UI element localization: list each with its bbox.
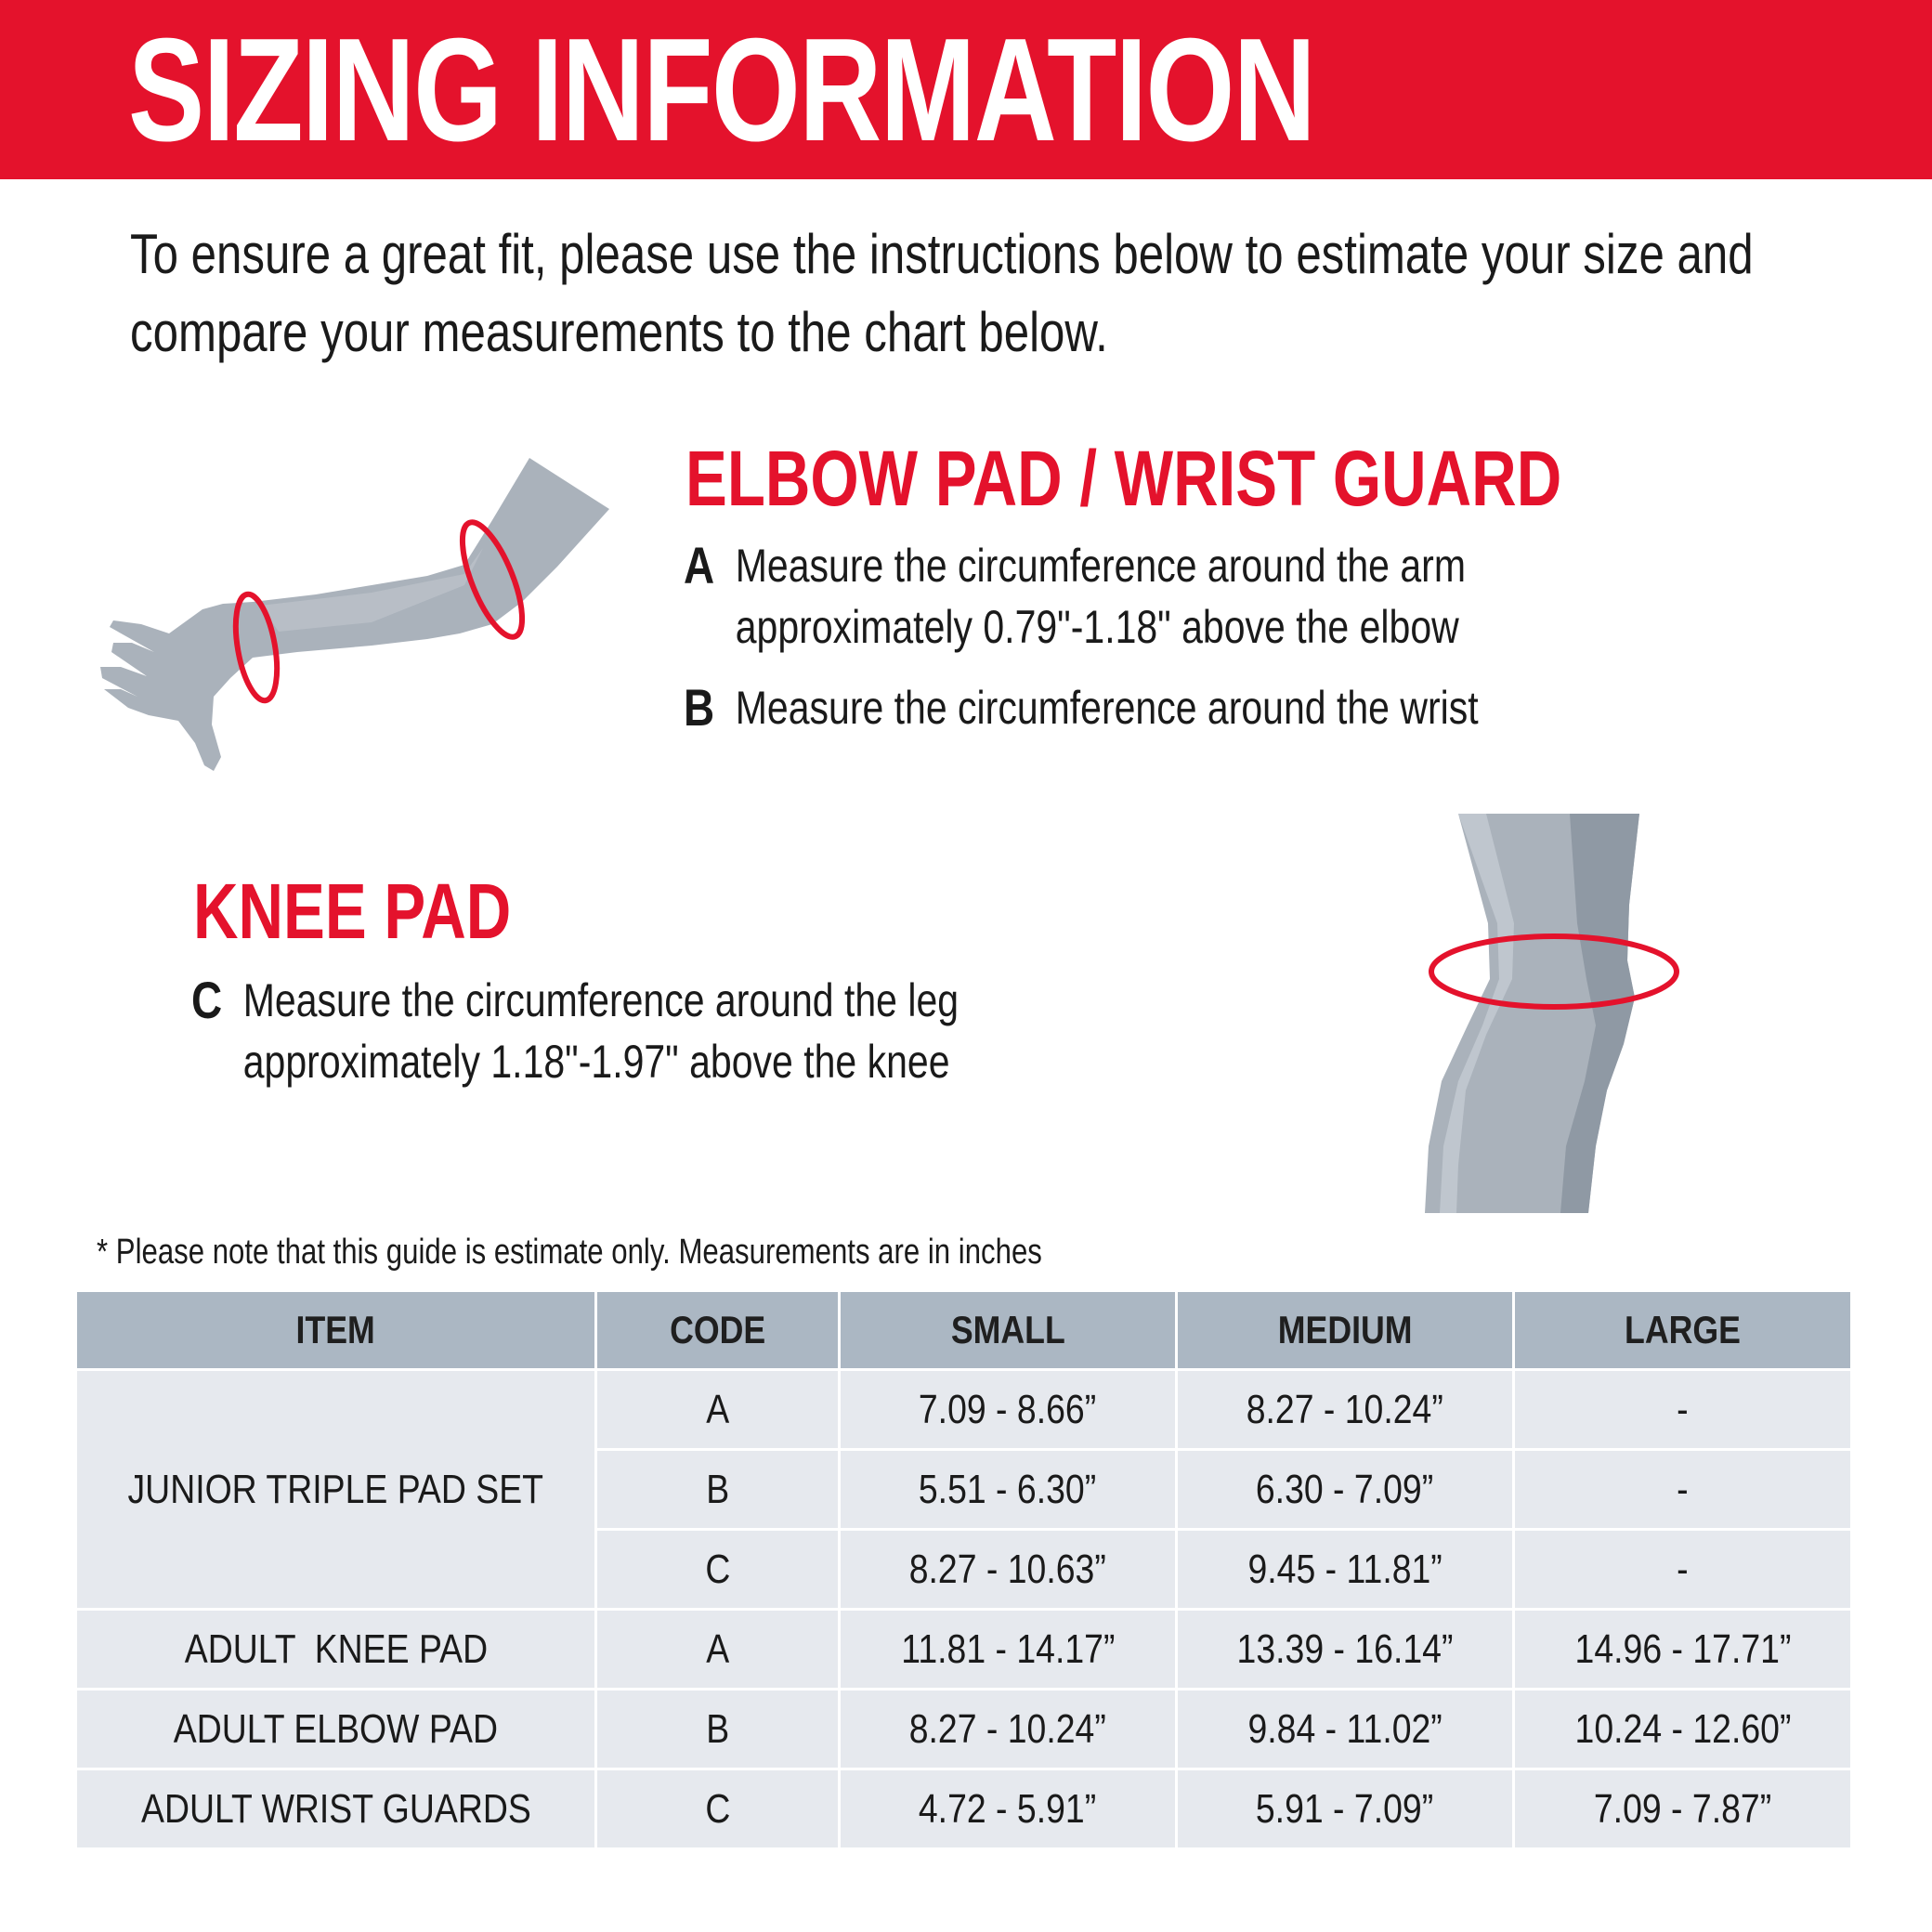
small-cell: 8.27 - 10.63” — [840, 1530, 1177, 1610]
arm-measurement-illustration — [93, 446, 632, 780]
item-cell: ADULT WRIST GUARDS — [76, 1769, 596, 1849]
intro-text: To ensure a great fit, please use the instructions below to estimate your size and compare your measurements to the chart below. — [130, 223, 1754, 363]
medium-cell: 6.30 - 7.09” — [1177, 1450, 1514, 1530]
medium-cell: 9.84 - 11.02” — [1177, 1690, 1514, 1769]
leg-measurement-illustration — [1421, 812, 1681, 1217]
step-letter: C — [191, 971, 223, 1029]
measurement-note: * Please note that this guide is estimate only. Measurements are in inches — [97, 1233, 1042, 1272]
code-cell: C — [596, 1530, 840, 1610]
step-text: Measure the circumference around the wrist — [735, 682, 1479, 734]
item-cell: JUNIOR TRIPLE PAD SET — [76, 1370, 596, 1610]
elbow-wrist-title: ELBOW PAD / WRIST GUARD — [685, 435, 1562, 522]
medium-cell: 13.39 - 16.14” — [1177, 1610, 1514, 1690]
header-banner — [0, 0, 1932, 179]
large-cell: 14.96 - 17.71” — [1514, 1610, 1852, 1690]
header-item: ITEM — [76, 1291, 596, 1370]
large-cell: 7.09 - 7.87” — [1514, 1769, 1852, 1849]
code-cell: C — [596, 1769, 840, 1849]
header-large: LARGE — [1514, 1291, 1852, 1370]
table-header-row — [76, 1291, 1852, 1370]
small-cell: 4.72 - 5.91” — [840, 1769, 1177, 1849]
large-cell: - — [1514, 1530, 1852, 1610]
code-cell: A — [596, 1370, 840, 1450]
step-a — [684, 535, 1567, 658]
header-medium: MEDIUM — [1177, 1291, 1514, 1370]
knee-pad-title: KNEE PAD — [193, 868, 512, 955]
step-letter: A — [684, 536, 715, 594]
large-cell: - — [1514, 1450, 1852, 1530]
table-row — [76, 1370, 1852, 1450]
small-cell: 7.09 - 8.66” — [840, 1370, 1177, 1450]
large-cell: - — [1514, 1370, 1852, 1450]
table-row — [76, 1769, 1852, 1849]
table-row — [76, 1690, 1852, 1769]
item-cell: ADULT ELBOW PAD — [76, 1690, 596, 1769]
medium-cell: 5.91 - 7.09” — [1177, 1769, 1514, 1849]
header-small: SMALL — [840, 1291, 1177, 1370]
item-cell: ADULT KNEE PAD — [76, 1610, 596, 1690]
code-cell: B — [596, 1450, 840, 1530]
table-row — [76, 1610, 1852, 1690]
code-cell: B — [596, 1690, 840, 1769]
step-c — [191, 970, 1037, 1092]
step-letter: B — [684, 678, 715, 737]
small-cell: 5.51 - 6.30” — [840, 1450, 1177, 1530]
page-title: SIZING INFORMATION — [128, 8, 1315, 172]
step-text: Measure the circumference around the leg approximately 1.18"-1.97" above the knee — [242, 974, 959, 1088]
small-cell: 8.27 - 10.24” — [840, 1690, 1177, 1769]
step-b — [684, 677, 1567, 738]
sizing-table — [74, 1289, 1853, 1850]
large-cell: 10.24 - 12.60” — [1514, 1690, 1852, 1769]
header-code: CODE — [596, 1291, 840, 1370]
medium-cell: 8.27 - 10.24” — [1177, 1370, 1514, 1450]
code-cell: A — [596, 1610, 840, 1690]
small-cell: 11.81 - 14.17” — [840, 1610, 1177, 1690]
medium-cell: 9.45 - 11.81” — [1177, 1530, 1514, 1610]
step-text: Measure the circumference around the arm approximately 0.79"-1.18" above the elbow — [735, 540, 1466, 653]
